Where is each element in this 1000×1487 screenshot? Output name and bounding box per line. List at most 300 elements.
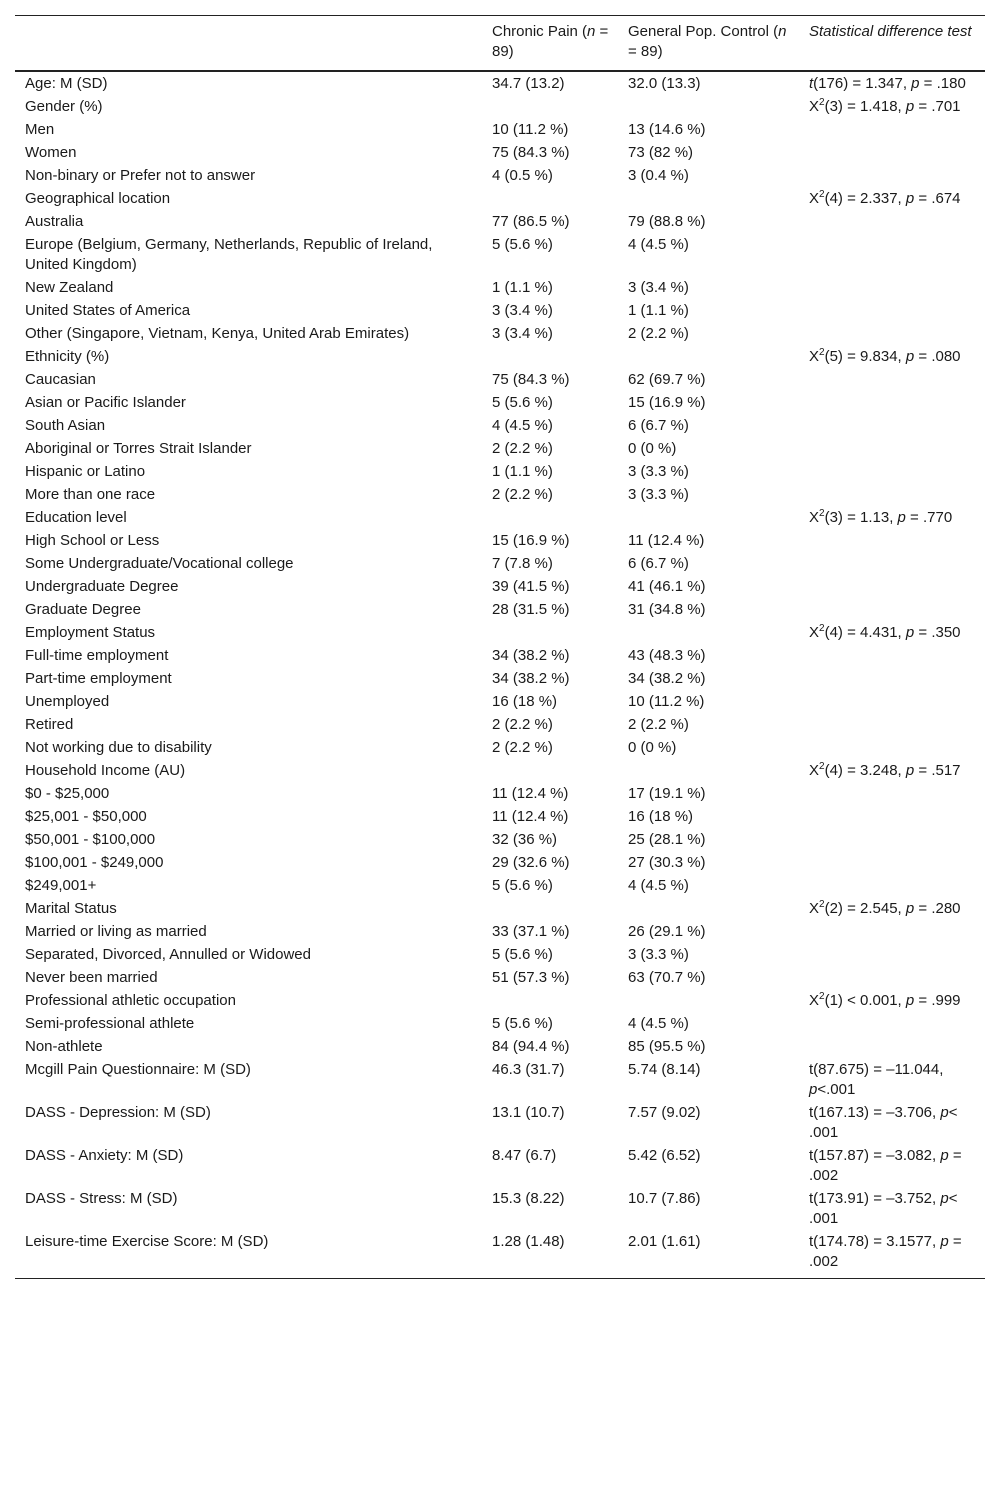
statistical-test-value — [799, 575, 985, 598]
test-tail: = .674 — [914, 190, 961, 207]
control-value — [618, 759, 799, 782]
demographics-table — [15, 15, 985, 1279]
table-row — [15, 1101, 985, 1144]
statistical-test-value — [799, 897, 985, 920]
control-value: 73 (82 %) — [628, 144, 694, 161]
chronic-pain-value: 39 (41.5 %) — [492, 578, 570, 595]
test-pre: X — [809, 348, 820, 365]
control-value: 32.0 (13.3) — [628, 75, 701, 92]
table-body — [15, 71, 985, 1279]
chronic-pain-value: 1.28 (1.48) — [492, 1233, 565, 1250]
statistical-test-value — [799, 1012, 985, 1035]
table-row — [15, 1012, 985, 1035]
chronic-pain-value: 32 (36 %) — [492, 831, 558, 848]
chronic-pain-value: 5 (5.6 %) — [492, 946, 553, 963]
table-row — [15, 187, 985, 210]
statistical-test-value — [799, 233, 985, 276]
test-p: p — [905, 624, 915, 641]
control-value: 3 (3.3 %) — [628, 486, 689, 503]
test-tail: = .280 — [914, 900, 961, 917]
statistical-test-value — [799, 345, 985, 368]
test-p: p — [905, 762, 915, 779]
row-label: Other (Singapore, Vietnam, Kenya, United Arab Emirates) — [25, 325, 410, 342]
control-value: 16 (18 %) — [628, 808, 694, 825]
statistical-test-value — [799, 437, 985, 460]
test-p: p — [940, 1190, 949, 1207]
chronic-pain-value: 1 (1.1 %) — [492, 463, 553, 480]
test-rest: t(87.675) = –11.044, — [809, 1061, 944, 1078]
control-value: 15 (16.9 %) — [628, 394, 706, 411]
control-value: 6 (6.7 %) — [628, 417, 689, 434]
statistical-test-value — [799, 95, 985, 118]
row-label: Age: M (SD) — [25, 75, 108, 92]
chronic-pain-value: 34 (38.2 %) — [492, 670, 570, 687]
table-row — [15, 1035, 985, 1058]
chronic-pain-value: 29 (32.6 %) — [492, 854, 570, 871]
chronic-pain-value: 11 (12.4 %) — [492, 785, 569, 802]
test-p: p — [905, 992, 915, 1009]
statistical-test-value — [799, 759, 985, 782]
chronic-pain-value — [482, 621, 618, 644]
statistical-test-value — [799, 1230, 985, 1279]
test-tail: = .701 — [914, 98, 961, 115]
test-tail: = .002 — [809, 1147, 962, 1184]
table-row — [15, 414, 985, 437]
row-label: Some Undergraduate/Vocational college — [25, 555, 294, 572]
table-row — [15, 552, 985, 575]
chronic-pain-value: 10 (11.2 %) — [492, 121, 569, 138]
statistical-test-value — [799, 874, 985, 897]
test-p: p — [940, 1147, 949, 1164]
test-rest: (4) = 3.248, — [824, 762, 906, 779]
chronic-pain-value — [482, 345, 618, 368]
statistical-test-value — [799, 187, 985, 210]
row-label: $0 - $25,000 — [25, 785, 110, 802]
test-tail: = .002 — [809, 1233, 962, 1270]
table-row — [15, 920, 985, 943]
statistical-test-value — [799, 736, 985, 759]
statistical-test-value — [799, 782, 985, 805]
control-value — [618, 95, 799, 118]
test-sup: 2 — [819, 991, 825, 1002]
test-tail: = .350 — [914, 624, 961, 641]
test-rest: (2) = 2.545, — [824, 900, 906, 917]
control-value: 2 (2.2 %) — [628, 716, 689, 733]
table-row — [15, 210, 985, 233]
test-tail: = .770 — [905, 509, 953, 526]
statistical-test-value — [799, 71, 985, 95]
control-value: 2.01 (1.61) — [628, 1233, 701, 1250]
statistical-test-value — [799, 989, 985, 1012]
control-value: 3 (3.4 %) — [628, 279, 689, 296]
row-label: Not working due to disability — [25, 739, 212, 756]
row-label: Professional athletic occupation — [25, 992, 236, 1009]
control-value: 31 (34.8 %) — [628, 601, 706, 618]
chronic-pain-value: 8.47 (6.7) — [492, 1147, 557, 1164]
row-label: Undergraduate Degree — [25, 578, 179, 595]
table-row — [15, 621, 985, 644]
test-tail: < .001 — [809, 1190, 958, 1227]
row-label: Non-binary or Prefer not to answer — [25, 167, 256, 184]
statistical-test-value — [799, 368, 985, 391]
control-value — [618, 897, 799, 920]
control-value — [618, 345, 799, 368]
table-row — [15, 1187, 985, 1230]
control-value: 34 (38.2 %) — [628, 670, 706, 687]
statistical-test-value — [799, 621, 985, 644]
row-label: Graduate Degree — [25, 601, 141, 618]
table-row — [15, 391, 985, 414]
test-sup: 2 — [819, 508, 825, 519]
chronic-pain-value: 33 (37.1 %) — [492, 923, 570, 940]
chronic-pain-value — [482, 897, 618, 920]
row-label: Semi-professional athlete — [25, 1015, 195, 1032]
test-rest: t(157.87) = –3.082, — [809, 1147, 941, 1164]
chronic-pain-value: 34.7 (13.2) — [492, 75, 565, 92]
header-chronic-pain: Chronic Pain (n = 89) — [492, 23, 609, 60]
control-value: 1 (1.1 %) — [628, 302, 689, 319]
table-row — [15, 1058, 985, 1101]
test-sup: 2 — [819, 899, 825, 910]
table-row — [15, 483, 985, 506]
test-pre: X — [809, 900, 820, 917]
row-label: Caucasian — [25, 371, 96, 388]
statistical-test-value — [799, 506, 985, 529]
chronic-pain-value: 13.1 (10.7) — [492, 1104, 565, 1121]
statistical-test-value — [799, 391, 985, 414]
chronic-pain-value: 11 (12.4 %) — [492, 808, 569, 825]
test-rest: (3) = 1.418, — [824, 98, 906, 115]
table-header — [15, 16, 985, 72]
test-pre: X — [809, 762, 820, 779]
table-row — [15, 506, 985, 529]
test-rest: t(174.78) = 3.1577, — [809, 1233, 941, 1250]
table-row — [15, 1230, 985, 1279]
test-sup: 2 — [819, 347, 825, 358]
control-value: 10.7 (7.86) — [628, 1190, 701, 1207]
chronic-pain-value: 5 (5.6 %) — [492, 877, 553, 894]
chronic-pain-value — [482, 759, 618, 782]
control-value: 25 (28.1 %) — [628, 831, 706, 848]
test-sup: 2 — [819, 97, 825, 108]
test-rest: (3) = 1.13, — [824, 509, 898, 526]
chronic-pain-value: 16 (18 %) — [492, 693, 558, 710]
statistical-test-value — [799, 529, 985, 552]
chronic-pain-value: 75 (84.3 %) — [492, 144, 570, 161]
chronic-pain-value: 15.3 (8.22) — [492, 1190, 565, 1207]
row-label: High School or Less — [25, 532, 160, 549]
statistical-test-value — [799, 828, 985, 851]
row-label: Part-time employment — [25, 670, 172, 687]
row-label: Geographical location — [25, 190, 171, 207]
statistical-test-value — [799, 966, 985, 989]
test-sup: 2 — [819, 623, 825, 634]
table-row — [15, 322, 985, 345]
chronic-pain-value: 3 (3.4 %) — [492, 325, 553, 342]
table-row — [15, 368, 985, 391]
statistical-test-value — [799, 598, 985, 621]
chronic-pain-value: 4 (0.5 %) — [492, 167, 553, 184]
table-row — [15, 437, 985, 460]
chronic-pain-value: 77 (86.5 %) — [492, 213, 570, 230]
test-p: p — [911, 75, 920, 92]
test-tail: = .180 — [919, 75, 966, 92]
table-row — [15, 644, 985, 667]
statistical-test-value — [799, 299, 985, 322]
control-value: 3 (3.3 %) — [628, 946, 689, 963]
row-label: Ethnicity (%) — [25, 348, 110, 365]
table-row — [15, 118, 985, 141]
test-p: p — [905, 900, 915, 917]
test-rest: t(167.13) = –3.706, — [809, 1104, 941, 1121]
chronic-pain-value: 5 (5.6 %) — [492, 394, 553, 411]
statistical-test-value — [799, 920, 985, 943]
test-p: p — [905, 98, 915, 115]
chronic-pain-value: 5 (5.6 %) — [492, 236, 553, 253]
chronic-pain-value — [482, 187, 618, 210]
chronic-pain-value: 51 (57.3 %) — [492, 969, 570, 986]
test-p: p — [940, 1104, 949, 1121]
chronic-pain-value — [482, 95, 618, 118]
control-value: 5.42 (6.52) — [628, 1147, 701, 1164]
table-row — [15, 141, 985, 164]
row-label: Leisure-time Exercise Score: M (SD) — [25, 1233, 269, 1250]
control-value: 7.57 (9.02) — [628, 1104, 701, 1121]
table-row — [15, 529, 985, 552]
test-pre: X — [809, 624, 820, 641]
control-value: 2 (2.2 %) — [628, 325, 689, 342]
header-general-pop-control: General Pop. Control (n = 89) — [628, 23, 787, 60]
table-row — [15, 874, 985, 897]
table-row — [15, 851, 985, 874]
row-label: Non-athlete — [25, 1038, 103, 1055]
test-tail: = .999 — [914, 992, 961, 1009]
statistical-test-value — [799, 1101, 985, 1144]
test-rest: t(173.91) = –3.752, — [809, 1190, 941, 1207]
chronic-pain-value: 1 (1.1 %) — [492, 279, 553, 296]
test-tail: < .001 — [809, 1104, 958, 1141]
chronic-pain-value — [482, 506, 618, 529]
control-value: 17 (19.1 %) — [628, 785, 706, 802]
table-row — [15, 95, 985, 118]
control-value — [618, 621, 799, 644]
row-label: Gender (%) — [25, 98, 103, 115]
control-value: 0 (0 %) — [628, 440, 677, 457]
table-row — [15, 805, 985, 828]
row-label: South Asian — [25, 417, 106, 434]
control-value: 4 (4.5 %) — [628, 236, 689, 253]
chronic-pain-value: 46.3 (31.7) — [492, 1061, 565, 1078]
chronic-pain-value: 34 (38.2 %) — [492, 647, 570, 664]
row-label: Education level — [25, 509, 127, 526]
test-rest: (176) = 1.347, — [813, 75, 912, 92]
row-label: Never been married — [25, 969, 158, 986]
row-label: $50,001 - $100,000 — [25, 831, 156, 848]
statistical-test-value — [799, 141, 985, 164]
chronic-pain-value: 2 (2.2 %) — [492, 440, 553, 457]
row-label: $100,001 - $249,000 — [25, 854, 164, 871]
header-variable — [15, 16, 482, 72]
statistical-test-value — [799, 210, 985, 233]
row-label: Married or living as married — [25, 923, 207, 940]
control-value — [618, 187, 799, 210]
chronic-pain-value: 5 (5.6 %) — [492, 1015, 553, 1032]
row-label: Retired — [25, 716, 74, 733]
statistical-test-value — [799, 460, 985, 483]
statistical-test-value — [799, 552, 985, 575]
table-row — [15, 71, 985, 95]
test-tail: = .080 — [914, 348, 961, 365]
chronic-pain-value: 4 (4.5 %) — [492, 417, 553, 434]
control-value: 43 (48.3 %) — [628, 647, 706, 664]
control-value: 13 (14.6 %) — [628, 121, 706, 138]
chronic-pain-value: 28 (31.5 %) — [492, 601, 570, 618]
chronic-pain-value: 15 (16.9 %) — [492, 532, 570, 549]
row-label: Australia — [25, 213, 84, 230]
statistical-test-value — [799, 1187, 985, 1230]
control-value — [618, 989, 799, 1012]
table-row — [15, 299, 985, 322]
control-value: 26 (29.1 %) — [628, 923, 706, 940]
table-row — [15, 782, 985, 805]
table-row — [15, 966, 985, 989]
table-row — [15, 164, 985, 187]
header-statistical-test: Statistical difference test — [809, 23, 972, 40]
chronic-pain-value: 2 (2.2 %) — [492, 486, 553, 503]
test-pre: X — [809, 190, 820, 207]
control-value: 5.74 (8.14) — [628, 1061, 701, 1078]
control-value: 63 (70.7 %) — [628, 969, 706, 986]
row-label: New Zealand — [25, 279, 114, 296]
test-rest: (1) < 0.001, — [824, 992, 906, 1009]
table-row — [15, 989, 985, 1012]
row-label: More than one race — [25, 486, 156, 503]
row-label: Women — [25, 144, 77, 161]
row-label: Separated, Divorced, Annulled or Widowed — [25, 946, 311, 963]
statistical-test-value — [799, 118, 985, 141]
row-label: Europe (Belgium, Germany, Netherlands, Republic of Ireland, United Kingdom) — [25, 236, 433, 273]
table-row — [15, 345, 985, 368]
table-row — [15, 943, 985, 966]
control-value: 11 (12.4 %) — [628, 532, 705, 549]
chronic-pain-value: 75 (84.3 %) — [492, 371, 570, 388]
control-value: 10 (11.2 %) — [628, 693, 705, 710]
control-value: 85 (95.5 %) — [628, 1038, 706, 1055]
test-pre: X — [809, 509, 820, 526]
table-row — [15, 897, 985, 920]
statistical-test-value — [799, 1035, 985, 1058]
row-label: Unemployed — [25, 693, 110, 710]
test-p: p — [905, 190, 915, 207]
test-p: p — [897, 509, 906, 526]
test-rest: (4) = 4.431, — [824, 624, 906, 641]
statistical-test-value — [799, 851, 985, 874]
control-value: 3 (0.4 %) — [628, 167, 689, 184]
row-label: Marital Status — [25, 900, 117, 917]
table-row — [15, 1144, 985, 1187]
statistical-test-value — [799, 164, 985, 187]
table-row — [15, 575, 985, 598]
row-label: Asian or Pacific Islander — [25, 394, 186, 411]
test-tail: = .517 — [914, 762, 961, 779]
chronic-pain-value: 3 (3.4 %) — [492, 302, 553, 319]
table-row — [15, 667, 985, 690]
control-value: 27 (30.3 %) — [628, 854, 706, 871]
chronic-pain-value: 2 (2.2 %) — [492, 739, 553, 756]
control-value: 0 (0 %) — [628, 739, 677, 756]
test-rest: (4) = 2.337, — [824, 190, 906, 207]
statistical-test-value — [799, 690, 985, 713]
header-row — [15, 16, 985, 72]
row-label: Hispanic or Latino — [25, 463, 146, 480]
row-label: Full-time employment — [25, 647, 169, 664]
test-tail: <.001 — [817, 1081, 856, 1098]
statistical-test-value — [799, 943, 985, 966]
table-row — [15, 828, 985, 851]
control-value: 4 (4.5 %) — [628, 877, 689, 894]
statistical-test-value — [799, 414, 985, 437]
test-pre: X — [809, 98, 820, 115]
table-row — [15, 276, 985, 299]
statistical-test-value — [799, 322, 985, 345]
test-sup: 2 — [819, 189, 825, 200]
test-p: p — [940, 1233, 949, 1250]
table-row — [15, 713, 985, 736]
row-label: Household Income (AU) — [25, 762, 186, 779]
test-p: p — [905, 348, 915, 365]
statistical-test-value — [799, 276, 985, 299]
row-label: Mcgill Pain Questionnaire: M (SD) — [25, 1061, 251, 1078]
row-label: Men — [25, 121, 55, 138]
control-value: 3 (3.3 %) — [628, 463, 689, 480]
statistical-test-value — [799, 644, 985, 667]
test-pre: X — [809, 992, 820, 1009]
row-label: DASS - Depression: M (SD) — [25, 1104, 211, 1121]
test-stat: t — [809, 75, 814, 92]
table-row — [15, 233, 985, 276]
statistical-test-value — [799, 483, 985, 506]
table-row — [15, 736, 985, 759]
table-row — [15, 460, 985, 483]
statistical-test-value — [799, 805, 985, 828]
row-label: DASS - Stress: M (SD) — [25, 1190, 178, 1207]
table-row — [15, 598, 985, 621]
control-value — [618, 506, 799, 529]
control-value: 41 (46.1 %) — [628, 578, 706, 595]
row-label: Aboriginal or Torres Strait Islander — [25, 440, 252, 457]
test-sup: 2 — [819, 761, 825, 772]
chronic-pain-value: 84 (94.4 %) — [492, 1038, 570, 1055]
control-value: 6 (6.7 %) — [628, 555, 689, 572]
control-value: 4 (4.5 %) — [628, 1015, 689, 1032]
row-label: DASS - Anxiety: M (SD) — [25, 1147, 184, 1164]
test-p: p — [809, 1081, 818, 1098]
table-row — [15, 690, 985, 713]
statistical-test-value — [799, 1144, 985, 1187]
statistical-test-value — [799, 667, 985, 690]
chronic-pain-value — [482, 989, 618, 1012]
chronic-pain-value: 7 (7.8 %) — [492, 555, 553, 572]
row-label: United States of America — [25, 302, 191, 319]
row-label: Employment Status — [25, 624, 156, 641]
table-row — [15, 759, 985, 782]
row-label: $249,001+ — [25, 877, 97, 894]
control-value: 79 (88.8 %) — [628, 213, 706, 230]
statistical-test-value — [799, 1058, 985, 1101]
row-label: $25,001 - $50,000 — [25, 808, 147, 825]
test-rest: (5) = 9.834, — [824, 348, 906, 365]
control-value: 62 (69.7 %) — [628, 371, 706, 388]
